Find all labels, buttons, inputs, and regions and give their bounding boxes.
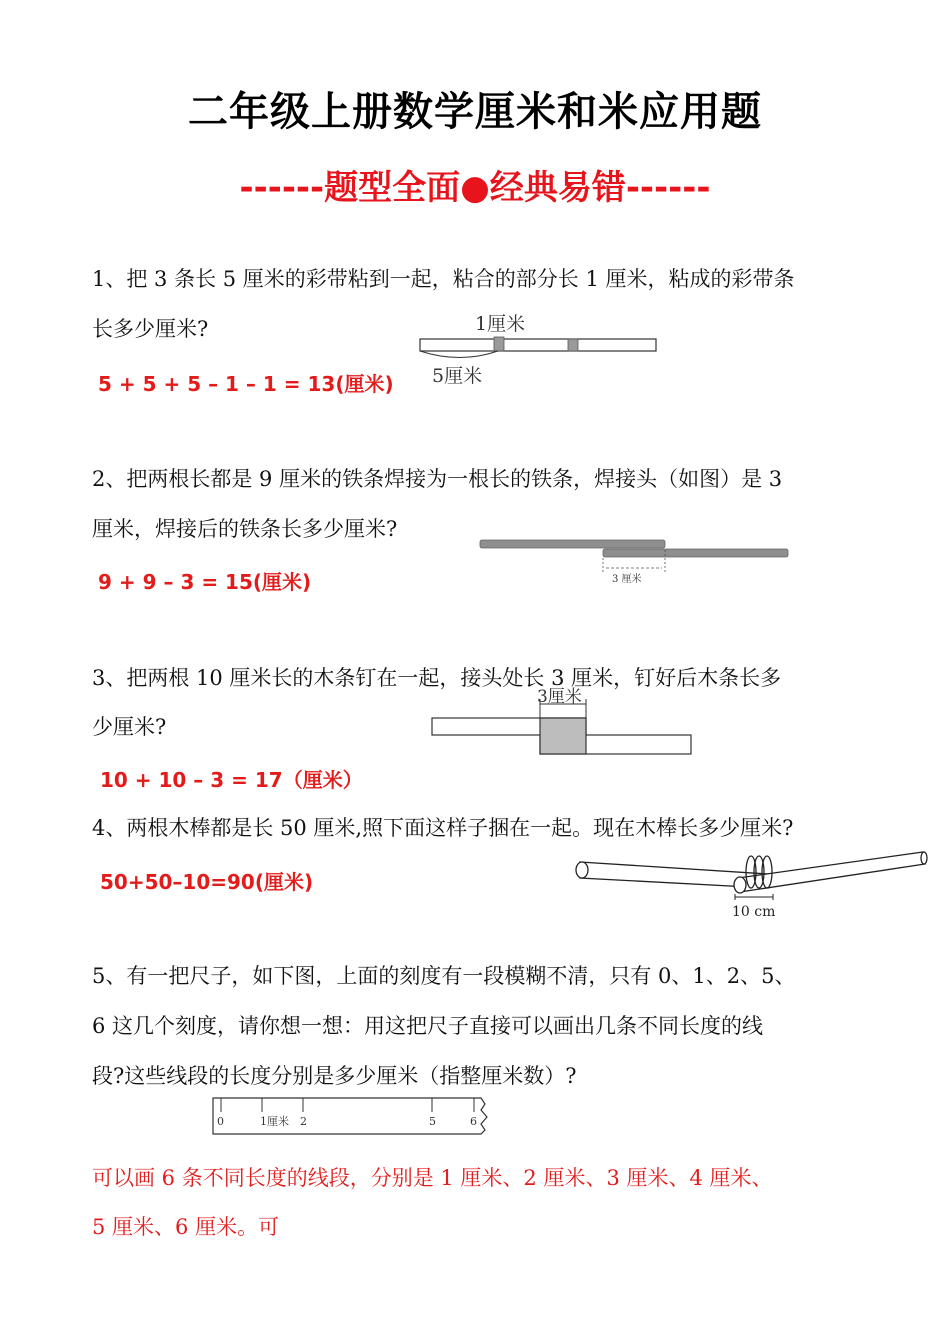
iron-bars-figure [470, 532, 800, 592]
iron-bar-2 [603, 549, 788, 557]
question-1-answer: 5 + 5 + 5 – 1 – 1 = 13(厘米) [98, 372, 394, 396]
question-5-line-2: 6 这几个刻度，请你想一想：用这把尺子直接可以画出几条不同长度的线 [92, 1014, 764, 1038]
question-5-answer-line-1: 可以画 6 条不同长度的线段，分别是 1 厘米、2 厘米、3 厘米、4 厘米、 [92, 1166, 773, 1190]
joint-label: 3厘米 [537, 687, 582, 707]
question-5-line-3: 段?这些线段的长度分别是多少厘米（指整厘米数）? [92, 1064, 577, 1088]
page-subtitle: ------题型全面●经典易错------ [239, 168, 711, 208]
ruler-mark-2: 2 [300, 1115, 307, 1128]
iron-bar-1 [480, 540, 665, 548]
overlap-segment-1 [494, 337, 504, 351]
question-5-answer-line-2: 5 厘米、6 厘米。可 [92, 1215, 280, 1239]
question-3-line-1: 3、把两根 10 厘米长的木条钉在一起，接头处长 3 厘米，钉好后木条长多 [92, 666, 782, 690]
ribbon-strip [420, 339, 656, 351]
question-3-line-2: 少厘米? [92, 715, 167, 739]
ruler-mark-6: 6 [470, 1115, 477, 1128]
question-2-answer: 9 + 9 – 3 = 15(厘米) [98, 570, 312, 594]
length-label: 5厘米 [432, 365, 483, 387]
joint-area [540, 718, 586, 754]
weld-label: 3 厘米 [612, 574, 642, 585]
wooden-sticks-figure [568, 842, 933, 922]
overlap-segment-2 [568, 339, 578, 351]
question-4-answer: 50+50–10=90(厘米) [100, 870, 314, 894]
question-1-line-1: 1、把 3 条长 5 厘米的彩带粘到一起，粘合的部分长 1 厘米，粘成的彩带条 [92, 267, 795, 291]
ruler-mark-1: 1厘米 [260, 1115, 289, 1128]
ruler-mark-5: 5 [429, 1115, 436, 1128]
overlap-label: 1厘米 [475, 313, 526, 335]
ruler-body [213, 1098, 487, 1134]
question-3-answer: 10 + 10 – 3 = 17（厘米） [100, 768, 363, 792]
ribbon-figure [410, 306, 670, 390]
question-2-line-1: 2、把两根长都是 9 厘米的铁条焊接为一根长的铁条，焊接头（如图）是 3 [92, 467, 783, 491]
question-1-line-2: 长多少厘米? [92, 317, 209, 341]
page-title: 二年级上册数学厘米和米应用题 [188, 89, 762, 135]
ruler-mark-0: 0 [217, 1115, 224, 1128]
length-brace [420, 351, 498, 358]
binding-length-label: 10 cm [732, 904, 776, 920]
ruler-figure [205, 1092, 495, 1140]
question-2-line-2: 厘米，焊接后的铁条长多少厘米? [92, 517, 398, 541]
wooden-stick-2 [738, 852, 925, 892]
question-5-line-1: 5、有一把尺子，如下图，上面的刻度有一段模糊不清，只有 0、1、2、5、 [92, 964, 796, 988]
question-4-line-1: 4、两根木棒都是长 50 厘米,照下面这样子捆在一起。现在木棒长多少厘米? [92, 816, 794, 840]
wood-strips-figure [425, 684, 700, 760]
